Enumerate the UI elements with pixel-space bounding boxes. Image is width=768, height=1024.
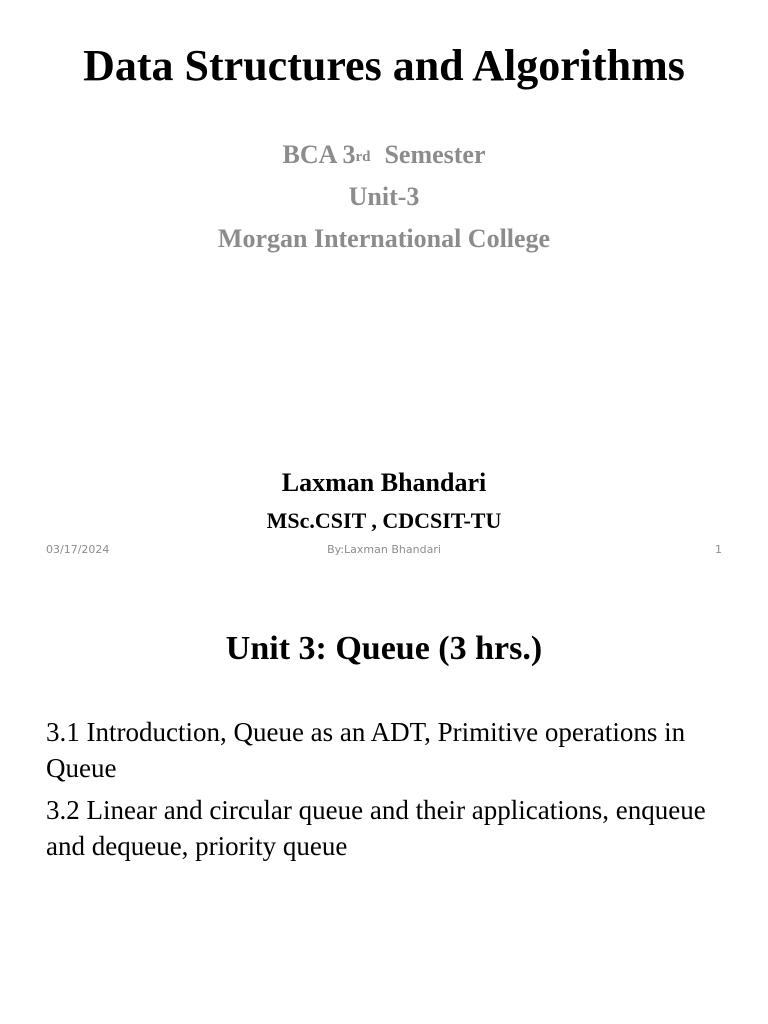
semester-line	[0, 138, 768, 172]
footer-author: By:Laxman Bhandari	[327, 543, 441, 556]
content-slide	[0, 566, 768, 1024]
author-name: Laxman Bhandari	[281, 468, 487, 497]
course-title: Data Structures and Algorithms	[83, 41, 685, 90]
unit-title: Unit 3: Queue (3 hrs.)	[225, 630, 543, 667]
college-name: Morgan International College	[217, 224, 551, 253]
footer-date: 03/17/2024	[46, 543, 110, 556]
topic-item: 3.2 Linear and circular queue and their applications, enqueue and dequeue, priority queue	[46, 795, 706, 861]
program-text: BCA 3	[282, 140, 356, 169]
author-degree: MSc.CSIT , CDCSIT-TU	[266, 508, 502, 533]
ordinal-superscript: rd	[355, 149, 371, 165]
semester-text: Semester	[384, 140, 486, 169]
topic-list	[46, 714, 726, 870]
footer-page-number: 1	[715, 543, 722, 556]
unit-label: Unit-3	[348, 182, 420, 211]
topic-item: 3.1 Introduction, Queue as an ADT, Primitive operations in Queue	[46, 717, 686, 783]
